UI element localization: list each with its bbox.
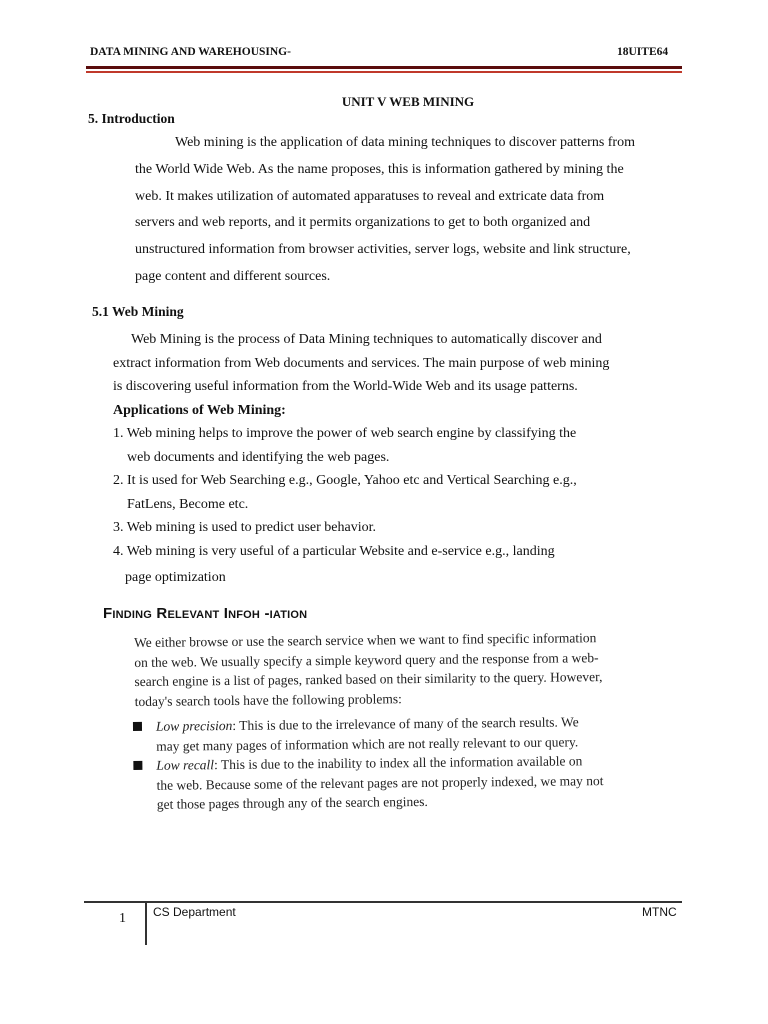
footer-rule bbox=[84, 901, 682, 903]
intro-line: page content and different sources. bbox=[135, 268, 331, 284]
intro-line: Web mining is the application of data mining techniques to discover patterns from bbox=[175, 135, 635, 150]
intro-line: web. It makes utilization of automated apparatuses to reveal and extricate data from bbox=[135, 188, 605, 204]
header-rule bbox=[86, 66, 682, 69]
footer-institution: MTNC bbox=[642, 905, 677, 919]
scan-excerpt bbox=[134, 628, 636, 815]
scan-bullet bbox=[133, 712, 635, 756]
list-item-line: FatLens, Become etc. bbox=[127, 496, 249, 512]
bullet-text: : This is due to the inability to index all the information available on bbox=[213, 753, 583, 773]
scan-line: search engine is a list of pages, ranked based on their similarity to the query. However, bbox=[134, 669, 603, 689]
header-code: 18UITE64 bbox=[617, 46, 669, 58]
web-mining-line: Web Mining is the process of Data Mining techniques to automatically discover and bbox=[131, 332, 602, 347]
web-mining-heading: 5.1 Web Mining bbox=[92, 304, 184, 319]
intro-line: the World Wide Web. As the name proposes, this is information gathered by mining the bbox=[135, 161, 624, 177]
scan-line: today's search tools have the following problems: bbox=[134, 690, 402, 709]
applications-heading: Applications of Web Mining: bbox=[113, 402, 286, 418]
unit-title: UNIT V WEB MINING bbox=[341, 94, 475, 109]
square-bullet-icon bbox=[133, 761, 142, 770]
list-item-line: 3. Web mining is used to predict user behavior. bbox=[113, 520, 377, 535]
web-mining-line: extract information from Web documents and services. The main purpose of web mining bbox=[113, 355, 610, 371]
list-item-line: web documents and identifying the web pages. bbox=[127, 449, 390, 465]
intro-paragraph bbox=[135, 130, 685, 291]
intro-line: unstructured information from browser activities, server logs, website and link structure, bbox=[135, 242, 631, 258]
list-item bbox=[113, 540, 673, 590]
list-item-line: page optimization bbox=[125, 570, 226, 585]
web-mining-paragraph bbox=[113, 328, 673, 422]
list-item-line: 4. Web mining is very useful of a particular Website and e-service e.g., landing bbox=[113, 543, 555, 559]
bullet-term: Low recall bbox=[156, 757, 215, 773]
bullet-text: may get many pages of information which are not really relevant to our query. bbox=[156, 733, 579, 754]
bullet-text: get those pages through any of the search engines. bbox=[156, 793, 428, 812]
header-title: DATA MINING AND WAREHOUSING- bbox=[90, 46, 291, 58]
list-item bbox=[113, 422, 673, 469]
bullet-text: : This is due to the irrelevance of many of the search results. We bbox=[232, 714, 579, 733]
list-item-line: 1. Web mining helps to improve the power of web search engine by classifying the bbox=[113, 426, 577, 441]
footer-department: CS Department bbox=[153, 905, 236, 919]
list-item-line: 2. It is used for Web Searching e.g., Google, Yahoo etc and Vertical Searching e.g., bbox=[113, 473, 577, 488]
applications-list bbox=[113, 422, 673, 590]
bullet-term: Low precision bbox=[155, 717, 233, 734]
scan-line: We either browse or use the search service when we want to find specific information bbox=[134, 630, 597, 650]
bullet-text: the web. Because some of the relevant pages are not properly indexed, we may not bbox=[156, 772, 604, 793]
web-mining-line: is discovering useful information from the World-Wide Web and its usage patterns. bbox=[113, 379, 578, 394]
page-number: 1 bbox=[119, 911, 126, 926]
footer-divider bbox=[145, 901, 147, 945]
list-item bbox=[113, 516, 673, 540]
header-rule-accent bbox=[86, 71, 682, 73]
square-bullet-icon bbox=[133, 722, 142, 731]
scan-bullet bbox=[133, 751, 636, 815]
intro-line: servers and web reports, and it permits organizations to get to both organized and bbox=[135, 215, 591, 231]
intro-heading: 5. Introduction bbox=[88, 111, 175, 126]
scan-bullet-list bbox=[133, 712, 636, 815]
scan-heading: Finding Relevant Infoh -iation bbox=[103, 605, 308, 622]
list-item bbox=[113, 469, 673, 516]
scan-line: on the web. We usually specify a simple keyword query and the response from a web- bbox=[134, 649, 599, 670]
